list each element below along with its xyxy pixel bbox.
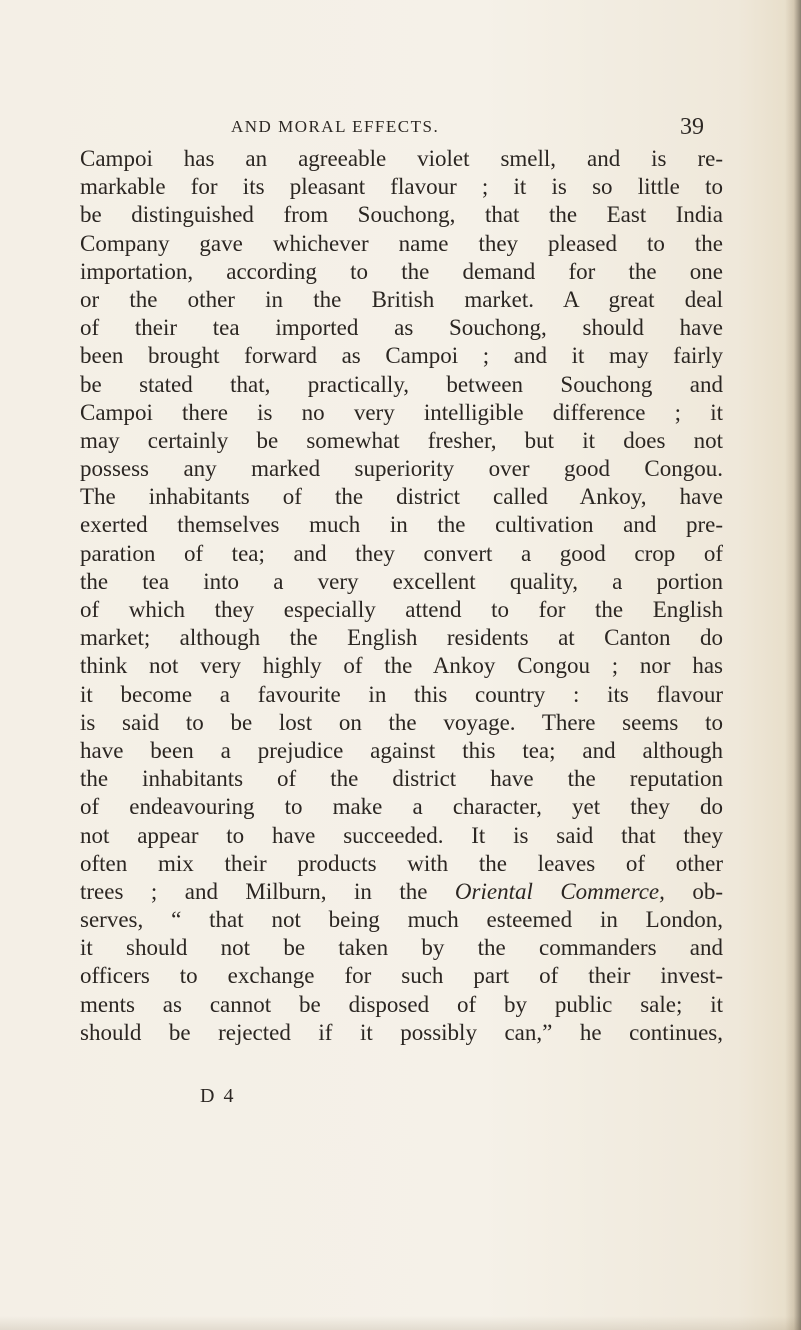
text-line: possess any marked superiority over good Congou.: [80, 456, 723, 482]
text-line: be distinguished from Souchong, that the East India: [80, 202, 723, 228]
signature-mark: D 4: [200, 1085, 236, 1107]
text-line: Company gave whichever name they pleased to the: [80, 230, 723, 256]
text-line: it should not be taken by the commanders and: [80, 935, 723, 961]
text-line: the tea into a very excellent quality, a portion: [80, 568, 723, 594]
text-line: paration of tea; and they convert a good crop of: [80, 540, 723, 566]
text-line: is said to be lost on the voyage. There seems to: [80, 709, 723, 735]
page-bottom-edge: [0, 1316, 801, 1330]
text-line: been brought forward as Campoi ; and it may fairly: [80, 343, 723, 369]
text-line: exerted themselves much in the cultivation and pre-: [80, 512, 723, 538]
text-line: importation, according to the demand for the one: [80, 258, 723, 284]
text-line: of which they especially attend to for the English: [80, 597, 723, 622]
text-line: market; although the English residents at Canton do: [80, 625, 723, 651]
text-line: of endeavouring to make a character, yet they do: [80, 794, 723, 820]
text-line: think not very highly of the Ankoy Congou ; nor has: [80, 653, 723, 679]
text-line: be stated that, practically, between Souchong and: [80, 371, 723, 397]
text-line-with-italic: trees ; and Milburn, in the Oriental Commerce, ob-: [80, 878, 723, 904]
text-line: Campoi there is no very intelligible difference ; it: [80, 399, 723, 425]
text-line: should be rejected if it possibly can,” he continues,: [80, 1019, 723, 1045]
text-line: often mix their products with the leaves of other: [80, 850, 723, 876]
body-text: [80, 145, 723, 1047]
text-line: ments as cannot be disposed of by public sale; it: [80, 991, 723, 1017]
text-line: markable for its pleasant flavour ; it is so little to: [80, 174, 723, 200]
text-line: The inhabitants of the district called Ankoy, have: [80, 484, 723, 510]
text-line: of their tea imported as Souchong, should have: [80, 315, 723, 341]
text-line: the inhabitants of the district have the reputation: [80, 766, 723, 792]
page-header: [0, 112, 801, 142]
text-line: it become a favourite in this country : its flavour: [80, 681, 723, 707]
text-line: serves, “ that not being much esteemed in London,: [80, 907, 723, 933]
page-edge-shadow: [785, 0, 801, 1330]
text-line: Campoi has an agreeable violet smell, and is re-: [80, 146, 723, 171]
italic-title: Oriental Commerce,: [454, 878, 665, 904]
text-line: officers to exchange for such part of their invest-: [80, 963, 723, 989]
text-line: may certainly be somewhat fresher, but it does not: [80, 427, 723, 453]
text-line: or the other in the British market. A great deal: [80, 286, 723, 312]
text-line: not appear to have succeeded. It is said that they: [80, 822, 723, 848]
running-head: AND MORAL EFFECTS.: [231, 117, 440, 136]
page-number: 39: [680, 114, 704, 140]
text-line: have been a prejudice against this tea; and although: [80, 737, 723, 763]
